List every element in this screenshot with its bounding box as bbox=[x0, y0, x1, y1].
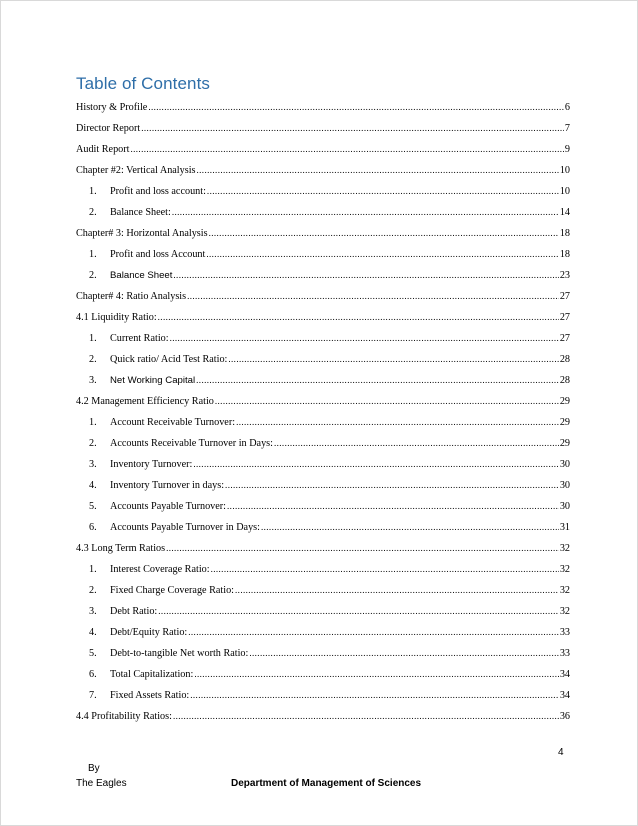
toc-entry-label: Interest Coverage Ratio: bbox=[110, 564, 210, 575]
toc-entry[interactable] bbox=[76, 475, 570, 496]
toc-dot-leader bbox=[158, 601, 559, 622]
toc-dot-leader bbox=[172, 202, 559, 223]
toc-dot-leader bbox=[170, 328, 559, 349]
toc-entry-page: 33 bbox=[559, 627, 570, 638]
toc-entry-label: Account Receivable Turnover: bbox=[110, 417, 236, 428]
toc-entry-label: 4.3 Long Term Ratios bbox=[76, 543, 166, 554]
toc-dot-leader bbox=[141, 118, 564, 139]
toc-dot-leader bbox=[194, 664, 559, 685]
toc-entry-label: Chapter #2: Vertical Analysis bbox=[76, 165, 196, 176]
toc-dot-leader bbox=[228, 349, 558, 370]
toc-entry[interactable] bbox=[76, 118, 570, 139]
toc-dot-leader bbox=[261, 517, 559, 538]
toc-entry-page: 6 bbox=[564, 102, 570, 113]
toc-entry-number: 4. bbox=[89, 480, 97, 491]
toc-entry[interactable] bbox=[76, 391, 570, 412]
toc-dot-leader bbox=[193, 454, 558, 475]
toc-entry-label: 4.4 Profitability Ratios: bbox=[76, 711, 172, 722]
page-number: 4 bbox=[558, 747, 564, 758]
toc-dot-leader bbox=[206, 244, 558, 265]
toc-entry-page: 30 bbox=[559, 501, 570, 512]
toc-entry-number: 5. bbox=[89, 501, 97, 512]
toc-dot-leader bbox=[209, 223, 559, 244]
toc-entry-page: 32 bbox=[559, 564, 570, 575]
toc-entry[interactable] bbox=[76, 643, 570, 664]
toc-entry[interactable] bbox=[76, 223, 570, 244]
toc-entry-number: 1. bbox=[89, 333, 97, 344]
toc-dot-leader bbox=[249, 643, 558, 664]
toc-entry[interactable] bbox=[76, 433, 570, 454]
toc-entry-number: 2. bbox=[89, 354, 97, 365]
toc-entry[interactable] bbox=[76, 454, 570, 475]
toc-dot-leader bbox=[173, 706, 559, 727]
toc-entry[interactable] bbox=[76, 160, 570, 181]
toc-entry[interactable] bbox=[76, 97, 570, 118]
toc-entry-page: 30 bbox=[559, 480, 570, 491]
toc-entry-page: 32 bbox=[559, 585, 570, 596]
toc-entry[interactable] bbox=[76, 370, 570, 391]
toc-dot-leader bbox=[148, 97, 564, 118]
toc-entry-page: 32 bbox=[559, 606, 570, 617]
toc-entry-page: 28 bbox=[559, 375, 570, 386]
toc-entry-number: 1. bbox=[89, 249, 97, 260]
toc-entry-number: 2. bbox=[89, 270, 97, 281]
toc-entry-number: 6. bbox=[89, 669, 97, 680]
toc-entry[interactable] bbox=[76, 580, 570, 601]
toc-dot-leader bbox=[235, 580, 559, 601]
toc-entry-number: 5. bbox=[89, 648, 97, 659]
toc-entry-number: 1. bbox=[89, 186, 97, 197]
footer-department: Department of Management of Sciences bbox=[231, 778, 422, 789]
toc-entry-label: Inventory Turnover: bbox=[110, 459, 193, 470]
toc-entry[interactable] bbox=[76, 622, 570, 643]
toc-entry-page: 18 bbox=[559, 228, 570, 239]
toc-entry-number: 7. bbox=[89, 690, 97, 701]
toc-entry-number: 3. bbox=[89, 375, 97, 386]
toc-entry-page: 29 bbox=[559, 396, 570, 407]
toc-dot-leader bbox=[158, 307, 559, 328]
toc-entry-page: 36 bbox=[559, 711, 570, 722]
footer-by: By bbox=[88, 763, 100, 774]
toc-entry-label: Debt-to-tangible Net worth Ratio: bbox=[110, 648, 249, 659]
toc-entry-number: 2. bbox=[89, 585, 97, 596]
toc-entry-label: Balance Sheet bbox=[110, 270, 173, 281]
toc-entry-label: Accounts Receivable Turnover in Days: bbox=[110, 438, 273, 449]
toc-dot-leader bbox=[227, 496, 559, 517]
toc-entry-label: Profit and loss Account bbox=[110, 249, 206, 260]
toc-entry-label: Inventory Turnover in days: bbox=[110, 480, 225, 491]
toc-entry-label: Total Capitalization: bbox=[110, 669, 194, 680]
toc-entry-label: History & Profile bbox=[76, 102, 148, 113]
toc-entry-label: Debt Ratio: bbox=[110, 606, 158, 617]
toc-entry-label: Chapter# 4: Ratio Analysis bbox=[76, 291, 187, 302]
toc-entry-label: Chapter# 3: Horizontal Analysis bbox=[76, 228, 208, 239]
toc-dot-leader bbox=[188, 622, 559, 643]
toc-dot-leader bbox=[197, 160, 559, 181]
toc-entry-label: Net Working Capital bbox=[110, 375, 196, 386]
toc-entry-label: Fixed Assets Ratio: bbox=[110, 690, 190, 701]
toc-entry[interactable] bbox=[76, 538, 570, 559]
toc-entry-page: 23 bbox=[559, 270, 570, 281]
toc-entry-number: 3. bbox=[89, 459, 97, 470]
toc-dot-leader bbox=[173, 265, 558, 286]
table-of-contents bbox=[76, 97, 570, 727]
toc-entry[interactable] bbox=[76, 601, 570, 622]
toc-entry[interactable] bbox=[76, 496, 570, 517]
toc-entry-label: Director Report bbox=[76, 123, 141, 134]
toc-entry-label: Accounts Payable Turnover in Days: bbox=[110, 522, 260, 533]
toc-dot-leader bbox=[190, 685, 559, 706]
toc-entry[interactable] bbox=[76, 412, 570, 433]
toc-entry-label: 4.2 Management Efficiency Ratio bbox=[76, 396, 214, 407]
toc-dot-leader bbox=[187, 286, 559, 307]
toc-entry[interactable] bbox=[76, 517, 570, 538]
toc-entry[interactable] bbox=[76, 286, 570, 307]
toc-entry-number: 2. bbox=[89, 207, 97, 218]
toc-entry-page: 9 bbox=[564, 144, 570, 155]
toc-entry-page: 14 bbox=[559, 207, 570, 218]
toc-entry-page: 27 bbox=[559, 291, 570, 302]
toc-entry-page: 34 bbox=[559, 669, 570, 680]
toc-entry-label: Balance Sheet: bbox=[110, 207, 171, 218]
toc-entry-number: 1. bbox=[89, 417, 97, 428]
toc-entry-label: Audit Report bbox=[76, 144, 130, 155]
toc-entry-label: 4.1 Liquidity Ratio: bbox=[76, 312, 157, 323]
toc-entry[interactable] bbox=[76, 202, 570, 223]
toc-entry-page: 10 bbox=[559, 165, 570, 176]
toc-entry-label: Accounts Payable Turnover: bbox=[110, 501, 227, 512]
toc-entry-label: Fixed Charge Coverage Ratio: bbox=[110, 585, 235, 596]
toc-entry[interactable] bbox=[76, 328, 570, 349]
toc-entry[interactable] bbox=[76, 181, 570, 202]
toc-entry-page: 18 bbox=[559, 249, 570, 260]
toc-entry[interactable] bbox=[76, 685, 570, 706]
toc-entry-page: 10 bbox=[559, 186, 570, 197]
toc-entry[interactable] bbox=[76, 307, 570, 328]
toc-entry-page: 34 bbox=[559, 690, 570, 701]
toc-dot-leader bbox=[196, 370, 559, 391]
toc-entry-number: 6. bbox=[89, 522, 97, 533]
toc-title: Table of Contents bbox=[76, 74, 211, 93]
toc-entry-number: 1. bbox=[89, 564, 97, 575]
toc-dot-leader bbox=[207, 181, 559, 202]
toc-dot-leader bbox=[211, 559, 559, 580]
toc-dot-leader bbox=[274, 433, 559, 454]
toc-entry-page: 27 bbox=[559, 333, 570, 344]
toc-dot-leader bbox=[225, 475, 559, 496]
toc-entry[interactable] bbox=[76, 244, 570, 265]
toc-entry-label: Debt/Equity Ratio: bbox=[110, 627, 188, 638]
toc-entry[interactable] bbox=[76, 664, 570, 685]
toc-entry[interactable] bbox=[76, 706, 570, 727]
toc-entry-label: Quick ratio/ Acid Test Ratio: bbox=[110, 354, 228, 365]
toc-entry[interactable] bbox=[76, 349, 570, 370]
toc-entry-page: 28 bbox=[559, 354, 570, 365]
toc-entry-page: 33 bbox=[559, 648, 570, 659]
toc-entry-number: 2. bbox=[89, 438, 97, 449]
toc-entry-label: Current Ratio: bbox=[110, 333, 169, 344]
footer-author: The Eagles bbox=[76, 778, 127, 789]
toc-dot-leader bbox=[130, 139, 563, 160]
toc-entry[interactable] bbox=[76, 559, 570, 580]
toc-entry-page: 27 bbox=[559, 312, 570, 323]
toc-entry-page: 29 bbox=[559, 438, 570, 449]
toc-dot-leader bbox=[215, 391, 559, 412]
toc-entry[interactable] bbox=[76, 139, 570, 160]
toc-entry-number: 4. bbox=[89, 627, 97, 638]
toc-entry-page: 29 bbox=[559, 417, 570, 428]
toc-entry[interactable] bbox=[76, 265, 570, 286]
toc-entry-page: 32 bbox=[559, 543, 570, 554]
toc-entry-label: Profit and loss account: bbox=[110, 186, 206, 197]
toc-entry-page: 30 bbox=[559, 459, 570, 470]
toc-entry-number: 3. bbox=[89, 606, 97, 617]
toc-entry-page: 31 bbox=[559, 522, 570, 533]
toc-entry-page: 7 bbox=[564, 123, 570, 134]
toc-dot-leader bbox=[236, 412, 559, 433]
toc-dot-leader bbox=[166, 538, 559, 559]
